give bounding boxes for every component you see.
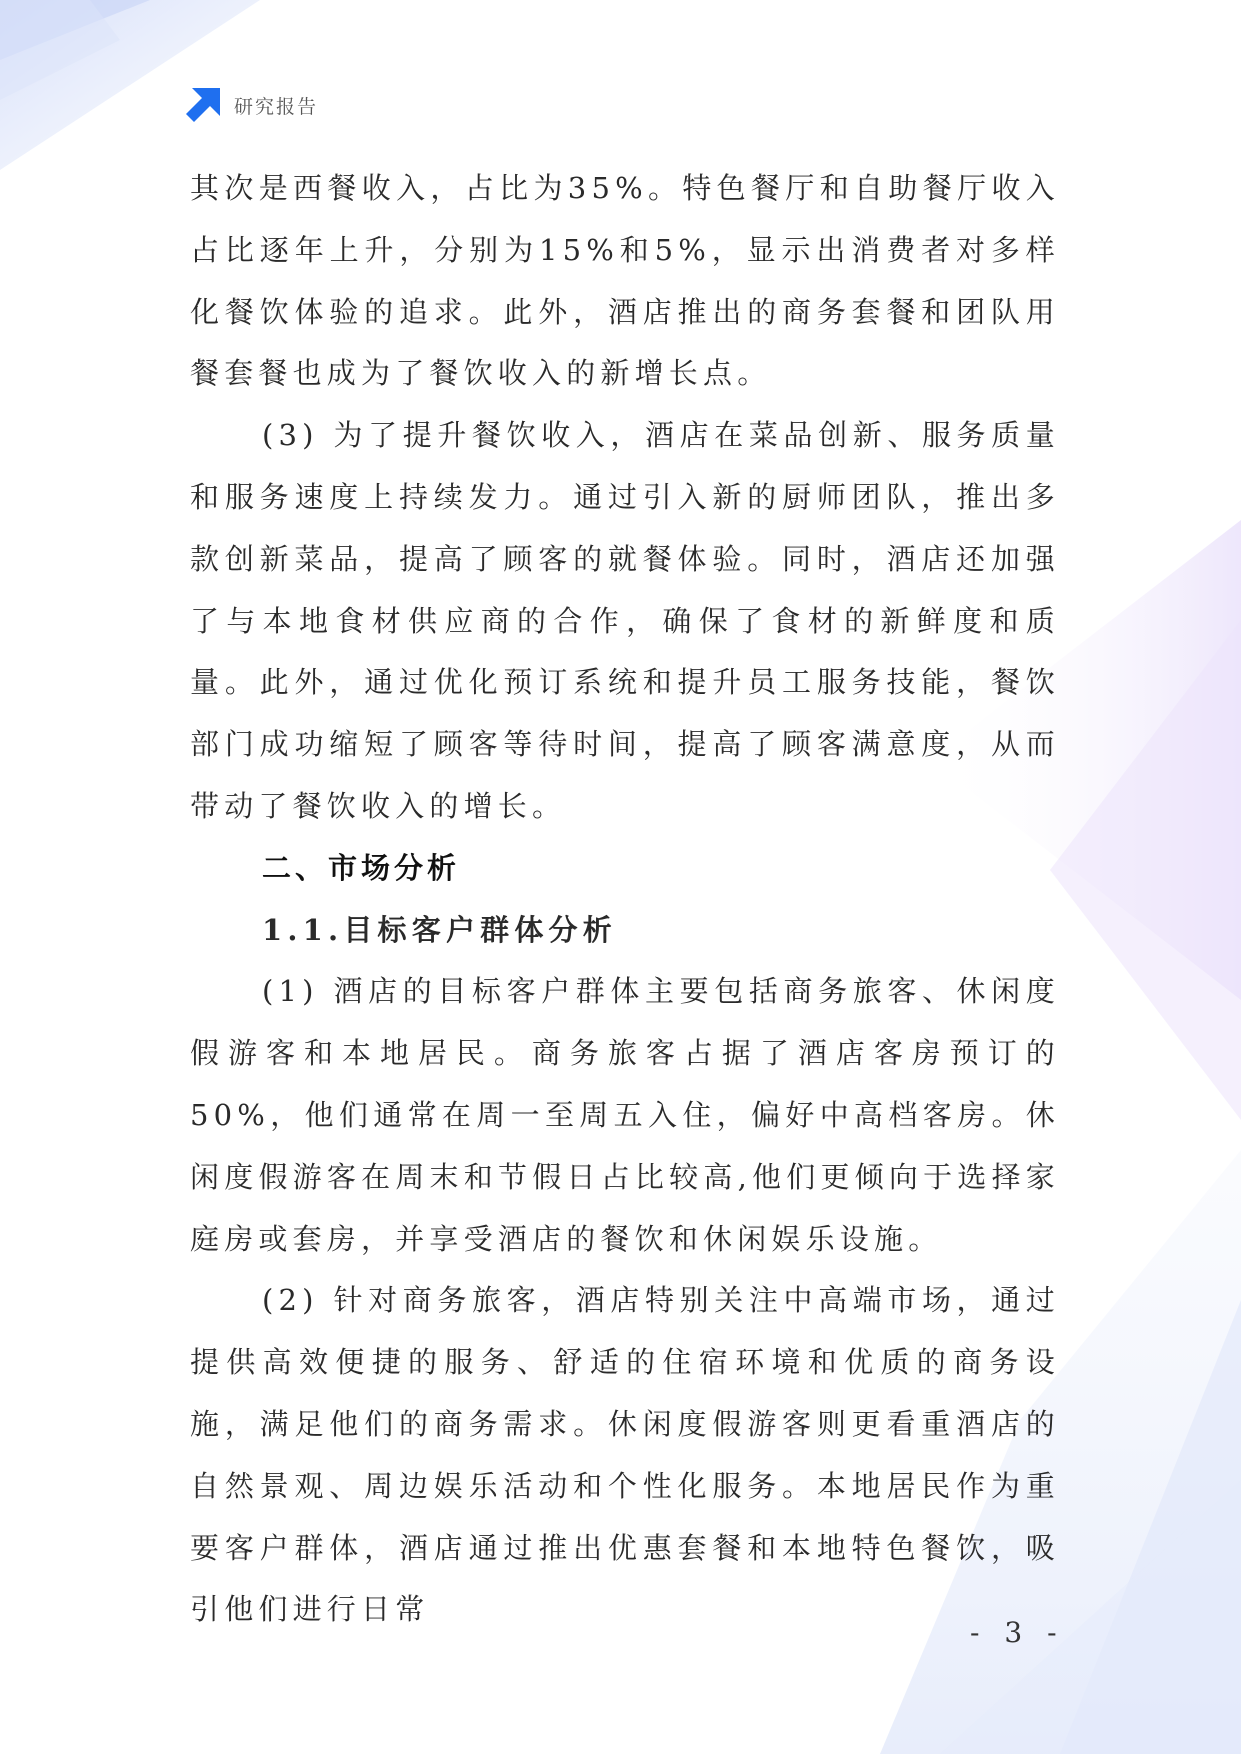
section-heading: 二、市场分析 [262, 850, 461, 885]
paragraph: 其次是西餐收入，占比为35%。特色餐厅和自助餐厅收入占比逐年上升，分别为15%和5%，显示出消费者对多样化餐饮体验的追求。此外，酒店推出的商务套餐和团队用餐套餐也成为了餐饮收入的新增长点。 [190, 171, 1060, 391]
document-body [190, 158, 1060, 1641]
paragraph: (3) 为了提升餐饮收入，酒店在菜品创新、服务质量和服务速度上持续发力。通过引入新的厨师团队，推出多款创新菜品，提高了顾客的就餐体验。同时，酒店还加强了与本地食材供应商的合作，确保了食材的新鲜度和质量。此外，通过优化预订系统和提升员工服务技能，餐饮部门成功缩短了顾客等待时间，提高了顾客满意度，从而带动了餐饮收入的增长。 [190, 418, 1060, 823]
report-header [186, 88, 318, 122]
subsection-heading: 1.1.目标客户群体分析 [262, 912, 617, 947]
page-number: - 3 - [970, 1616, 1065, 1649]
diagonal-arrow-icon [186, 88, 220, 122]
header-title: 研究报告 [234, 95, 319, 118]
paragraph: (1) 酒店的目标客户群体主要包括商务旅客、休闲度假游客和本地居民。商务旅客占据了酒店客房预订的50%，他们通常在周一至周五入住，偏好中高档客房。休闲度假游客在周末和节假日占比较高,他们更倾向于选择家庭房或套房，并享受酒店的餐饮和休闲娱乐设施。 [190, 974, 1060, 1256]
paragraph: (2) 针对商务旅客，酒店特别关注中高端市场，通过提供高效便捷的服务、舒适的住宿环境和优质的商务设施，满足他们的商务需求。休闲度假游客则更看重酒店的自然景观、周边娱乐活动和个性化服务。本地居民作为重要客户群体，酒店通过推出优惠套餐和本地特色餐饮，吸引他们进行日常 [190, 1283, 1060, 1627]
